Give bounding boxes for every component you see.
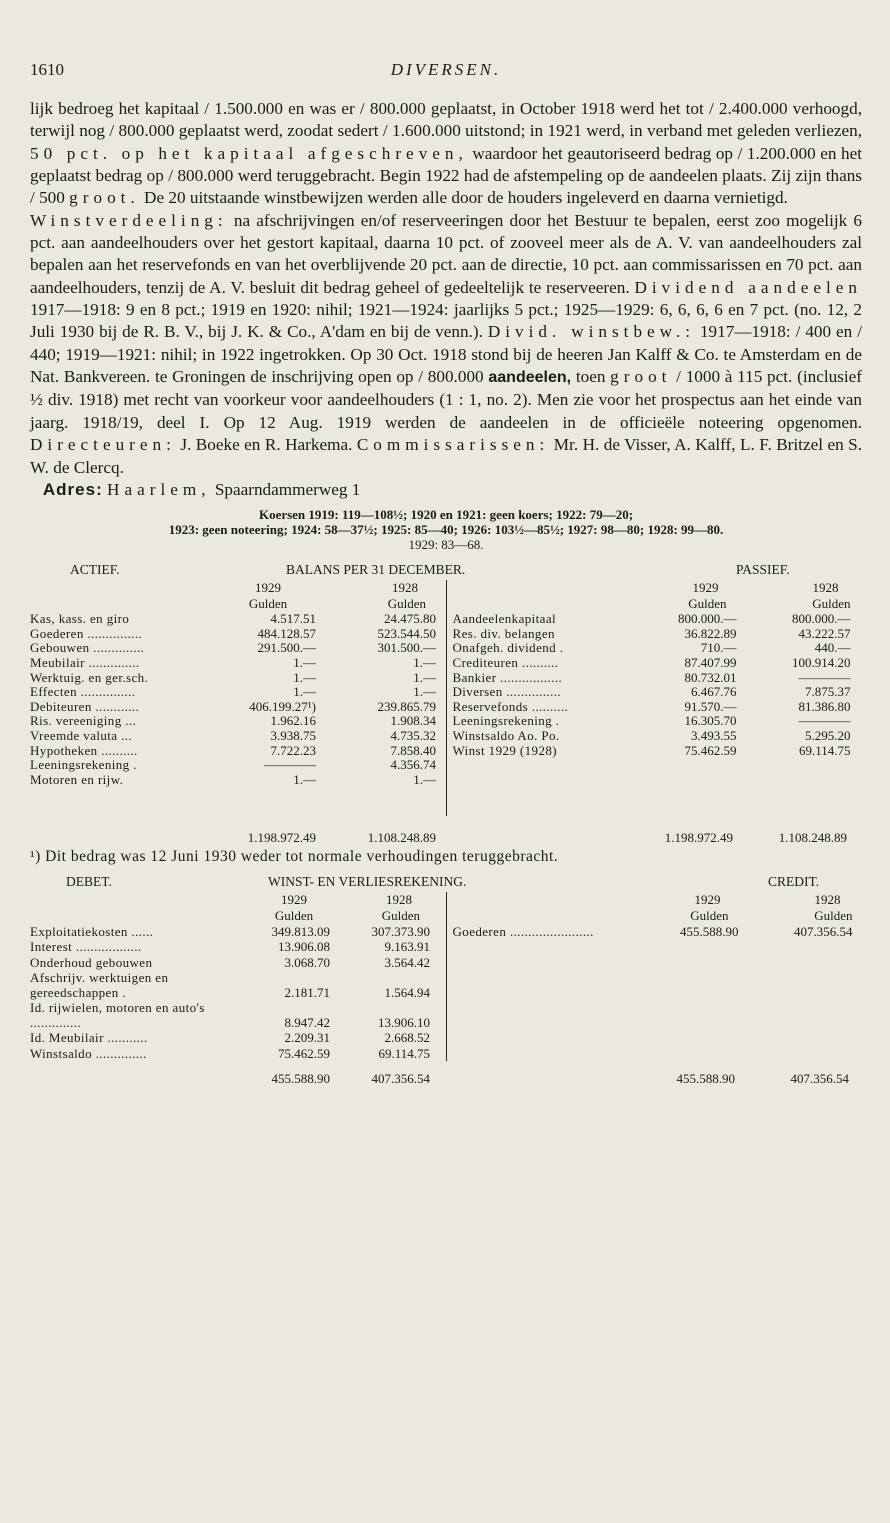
koersen: Koersen 1919: 119—108½; 1920 en 1921: geen koers; 1922: 79—20; 1923: geen noteering; 1924: 58—37½; 1925: 85—40; 1926: 103½—85½; 1927: 98—80; 1928: 99—80. 1929: 83—68. — [168, 507, 724, 553]
row-value: 3.564.42 — [384, 954, 430, 970]
page — [30, 60, 862, 1087]
row-value: 69.114.75 — [378, 1045, 430, 1061]
row-label: Kas, kass. en giro — [30, 612, 130, 627]
row-value: 1.908.34 — [390, 713, 436, 729]
row-value: 87.407.99 — [684, 654, 737, 670]
balans-table — [30, 562, 862, 866]
wv-credit: 1929 1928 Gulden Gulden Goederen ....................... 455.588.90 407.356.54 — [446, 892, 863, 1061]
row-value: 2.181.71 — [284, 984, 330, 1000]
row-value: 16.305.70 — [684, 713, 737, 729]
winst-verlies-table — [30, 874, 862, 1087]
table-row — [453, 685, 863, 700]
table-row — [30, 612, 446, 627]
table-row — [30, 671, 446, 686]
row-value: 7.858.40 — [390, 742, 436, 758]
row-label: Onderhoud gebouwen — [30, 954, 153, 970]
table-row — [30, 714, 446, 729]
row-value: 5.295.20 — [805, 727, 851, 743]
table-row — [453, 744, 863, 759]
row-value: 800.000.— — [792, 611, 851, 627]
row-value: 6.467.76 — [691, 684, 737, 700]
row-label: Onafgeh. dividend . — [452, 641, 564, 656]
row-label: Diversen ............... — [452, 685, 562, 700]
row-label: Meubilair .............. — [30, 655, 140, 670]
row-label: Vreemde valuta ... — [30, 728, 133, 743]
table-row — [30, 641, 446, 656]
paragraph-capital: lijk bedroeg het kapitaal / 1.500.000 en was er / 800.000 geplaatst, in October 1918 werd het tot / 2.400.000 verhoogd, terwijl nog / 800.000 geplaatst werd, zoodat sedert / 1.600.000 uitstond; in 1921 werd, in verband met geleden verliezen, 50 pct. op het kapitaal afgeschreven, waardoor het geautoriseerd bedrag op / 1.200.000 en het geplaatst bedrag op / 800.000 werd teruggebracht. Begin 1922 had de afstempeling op de aandeelen plaats. Zij zijn thans / 500 groot. De 20 uitstaande winstbewijzen werden alle door de houders ingeleverd en daarna vernietigd. — [30, 99, 862, 208]
table-row — [30, 939, 446, 954]
row-value: 455.588.90 — [680, 924, 739, 940]
row-value: 407.356.54 — [794, 924, 853, 940]
row-value: 1.— — [413, 684, 436, 700]
row-value: 1.— — [413, 771, 436, 787]
row-label: Id. rijwielen, motoren en auto's .............. — [30, 1000, 205, 1031]
row-value: 8.947.42 — [284, 1015, 330, 1031]
row-value: 291.500.— — [257, 640, 316, 656]
row-label: Debiteuren ............ — [30, 699, 140, 714]
table-row — [453, 924, 863, 939]
balans-totals: 1.198.972.49 1.108.248.89 1.198.972.49 1.108.248.89 — [247, 830, 847, 846]
table-row — [30, 1046, 446, 1061]
table-row — [30, 924, 446, 939]
balans-passief: 1929 1928 Gulden Gulden Aandeelenkapitaal 800.000.— 800.000.— Res. div. belangen 36.822.89 43.222.57 Onafgeh. dividend . 710.— 440.— Crediteuren .......... 87.407.99 100.914.20 Bankier ................. 80.732.01 ———— Diversen ............... 6.467.76 7.875.37 Reservefonds .......... 91.570.— 81.386.80 Leeningsrekening . 16.305.70 ———— Winstsaldo Ao. Po. 3.493.55 5.295.20 Winst 1929 (1928) 75.462.59 69.114.75 — [446, 580, 863, 816]
row-value: 1.— — [413, 654, 436, 670]
row-value: 81.386.80 — [798, 698, 851, 714]
row-value: 4.517.51 — [270, 611, 316, 627]
row-label: Goederen ....................... — [452, 924, 594, 940]
row-label: Interest .................. — [30, 939, 142, 955]
row-value: ———— — [264, 757, 316, 773]
row-label: Ris. vereeniging ... — [30, 714, 137, 729]
table-row — [30, 627, 446, 642]
running-title: DIVERSEN. — [390, 60, 502, 79]
row-value: 3.068.70 — [284, 954, 330, 970]
table-row — [453, 671, 863, 686]
row-value: 349.813.09 — [271, 924, 330, 940]
row-label: Aandeelenkapitaal — [452, 612, 557, 627]
row-label: Werktuig. en ger.sch. — [30, 670, 149, 685]
row-value: 1.— — [293, 669, 316, 685]
page-number: 1610 — [30, 60, 64, 79]
row-label: Winst 1929 (1928) — [452, 743, 557, 758]
wv-debet: 1929 1928 Gulden Gulden Exploitatiekosten ...... 349.813.09 307.373.90 Interest .................. 13.906.08 9.163.91 Onderhoud gebouwen 3.068.70 3.564.42 Afschrijv. werktuigen en gereedschappen . 2.181.71 1.564.94 Id. rijwielen, motoren en auto's .............. 8.947.42 13.906.10 Id. Meubilair ........... 2.209.31 2.668.52 Winstsaldo .............. 75.462.59 69.114.75 — [30, 892, 446, 1061]
table-row — [30, 700, 446, 715]
row-value: 1.564.94 — [384, 984, 430, 1000]
row-value: 91.570.— — [684, 698, 737, 714]
table-row — [453, 700, 863, 715]
row-value: 80.732.01 — [684, 669, 737, 685]
row-value: 4.356.74 — [390, 757, 436, 773]
table-row — [30, 729, 446, 744]
table-row — [453, 714, 863, 729]
row-value: 1.— — [413, 669, 436, 685]
table-row — [453, 627, 863, 642]
row-value: 9.163.91 — [384, 939, 430, 955]
row-value: ———— — [798, 713, 851, 729]
row-value: 484.128.57 — [257, 625, 316, 641]
table-row — [453, 641, 863, 656]
row-label: Res. div. belangen — [452, 626, 555, 641]
table-row — [30, 744, 446, 759]
row-label: Id. Meubilair ........... — [30, 1030, 148, 1046]
row-value: 800.000.— — [678, 611, 737, 627]
row-value: ———— — [798, 669, 851, 685]
row-label: Reservefonds .......... — [452, 699, 569, 714]
wv-totals: 455.588.90 407.356.54 455.588.90 407.356.54 — [271, 1070, 849, 1086]
row-value: 75.462.59 — [684, 742, 737, 758]
row-label: Gebouwen .............. — [30, 641, 145, 656]
credit-label: CREDIT. — [768, 874, 820, 890]
table-row — [453, 656, 863, 671]
row-value: 75.462.59 — [278, 1045, 330, 1061]
balans-actief: 1929 1928 Gulden Gulden Kas, kass. en giro 4.517.51 24.475.80 Goederen ............... 484.128.57 523.544.50 Gebouwen .............. 291.500.— 301.500.— Meubilair .............. 1.— 1.— Werktuig. en ger.sch. 1.— 1.— Effecten ............... 1.— 1.— Debiteuren ............ 406.199.27¹) 239.865.79 Ris. vereeniging ... 1.962.16 1.908.34 Vreemde valuta ... 3.938.75 4.735.32 Hypotheken .......... 7.722.23 7.858.40 Leeningsrekening . ———— 4.356.74 Motoren en rijw. 1.— 1.— — [30, 580, 446, 816]
page-header — [30, 60, 862, 86]
row-value: 7.722.23 — [270, 742, 316, 758]
row-label: Exploitatiekosten ...... — [30, 924, 154, 940]
row-value: 13.906.08 — [278, 939, 330, 955]
row-label: Leeningsrekening . — [452, 714, 560, 729]
row-label: Leeningsrekening . — [30, 758, 137, 773]
row-value: 307.373.90 — [371, 924, 430, 940]
table-row — [453, 729, 863, 744]
row-value: 7.875.37 — [805, 684, 851, 700]
row-label: Winstsaldo Ao. Po. — [452, 728, 560, 743]
row-value: 523.544.50 — [377, 625, 436, 641]
balans-title: BALANS PER 31 DECEMBER. — [286, 562, 466, 578]
row-value: 2.209.31 — [284, 1030, 330, 1046]
row-value: 1.— — [293, 654, 316, 670]
row-value: 2.668.52 — [384, 1030, 430, 1046]
table-row — [30, 1000, 446, 1030]
body-text — [30, 98, 862, 501]
row-value: 301.500.— — [377, 640, 436, 656]
paragraph-adres: Adres: Haarlem, Spaarndammerweg 1 — [42, 479, 361, 499]
row-label: Bankier ................. — [452, 670, 563, 685]
row-value: 43.222.57 — [798, 625, 851, 641]
row-value: 3.493.55 — [691, 727, 737, 743]
table-row — [453, 612, 863, 627]
row-value: 69.114.75 — [798, 742, 851, 758]
table-row — [30, 1030, 446, 1045]
row-label: Goederen ............... — [30, 626, 143, 641]
debet-label: DEBET. — [66, 874, 112, 890]
row-label: Hypotheken .......... — [30, 743, 138, 758]
table-row — [30, 758, 446, 773]
row-label: Crediteuren .......... — [452, 655, 559, 670]
row-value: 3.938.75 — [270, 727, 316, 743]
row-value: 13.906.10 — [378, 1015, 430, 1031]
row-value: 24.475.80 — [384, 611, 436, 627]
row-value: 239.865.79 — [377, 698, 436, 714]
wv-title: WINST- EN VERLIESREKENING. — [268, 874, 467, 890]
row-label: Effecten ............... — [30, 685, 136, 700]
table-row — [30, 955, 446, 970]
row-value: 4.735.32 — [390, 727, 436, 743]
row-value: 1.— — [293, 684, 316, 700]
passief-label: PASSIEF. — [736, 562, 790, 578]
row-label: Winstsaldo .............. — [30, 1045, 147, 1061]
row-value: 36.822.89 — [684, 625, 737, 641]
row-value: 1.962.16 — [270, 713, 316, 729]
row-value: 100.914.20 — [792, 654, 851, 670]
actief-label: ACTIEF. — [70, 562, 120, 578]
paragraph-winstverdeeling: Winstverdeeling: na afschrijvingen en/of reserveeringen door het Bestuur te bepalen, eerst zoo mogelijk 6 pct. aan aandeelhouders over het gestort kapitaal, daarna 10 pct. of zooveel meer als de A. V. van aandeelhouders zal bepalen aan het reservefonds en van het overblijvende 20 pct. aan de directie, 10 pct. aan commissarissen en 70 pct. aan aandeelhouders, tenzij de A. V. besluit dit bedrag geheel of gedeeltelijk te reserveeren. Dividend aandeelen 1917—1918: 9 en 8 pct.; 1919 en 1920: nihil; 1921—1924: jaarlijks 5 pct.; 1925—1929: 6, 6, 6, 6 en 7 pct. (no. 12, 2 Juli 1930 bij de R. B. V., bij J. K. & Co., A'dam en bij de venn.). Divid. winstbew.: 1917—1918: / 400 en / 440; 1919—1921: nihil; in 1922 ingetrokken. Op 30 Oct. 1918 stond bij de heeren Jan Kalff & Co. te Amsterdam en de Nat. Bankvereen. te Groningen de inschrijving open op / 800.000 aandeelen, toen groot / 1000 à 115 pct. (inclusief ½ div. 1918) met recht van voorkeur voor aandeelhouders (1 : 1, no. 2). Men zie voor het prospectus aan het einde van jaarg. 1918/19, deel I. Op 12 Aug. 1919 werden de aandeelen in de officieële noteering opgenomen. Directeuren: J. Boeke en R. Harkema. Commissarissen: Mr. H. de Visser, A. Kalff, L. F. Britzel en S. W. de Clercq. — [30, 210, 863, 477]
row-value: 1.— — [293, 771, 316, 787]
row-value: 440.— — [814, 640, 851, 656]
table-row — [30, 656, 446, 671]
row-label: Motoren en rijw. — [30, 772, 124, 787]
row-value: 406.199.27¹) — [249, 698, 316, 714]
table-row — [30, 970, 446, 1000]
row-label: Afschrijv. werktuigen en gereedschappen . — [30, 969, 169, 1000]
table-row — [30, 773, 446, 788]
footnote: ¹) Dit bedrag was 12 Juni 1930 weder tot normale verhoudingen teruggebracht. — [30, 848, 559, 866]
table-row — [30, 685, 446, 700]
row-value: 710.— — [700, 640, 737, 656]
